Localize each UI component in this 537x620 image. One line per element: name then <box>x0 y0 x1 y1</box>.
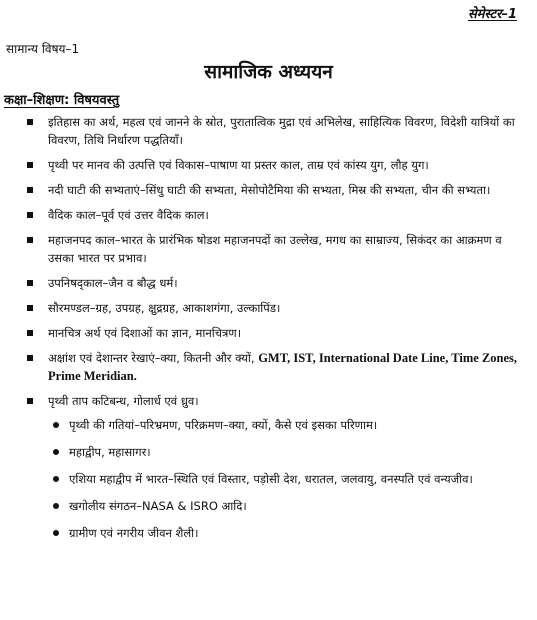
subtopic-text: महाद्वीप, महासागर। <box>69 445 151 459</box>
square-bullet-icon <box>27 237 33 243</box>
topic-text: सौरमण्डल–ग्रह, उपग्रह, क्षुद्रग्रह, आकाशगंगा, उल्कापिंड। <box>48 301 281 315</box>
topic-text: पृथ्वी ताप कटिबन्ध, गोलार्ध एवं ध्रुव। <box>48 394 199 408</box>
list-item <box>0 181 537 199</box>
square-bullet-icon <box>27 280 33 286</box>
topic-list <box>0 113 537 551</box>
sub-list-item <box>48 416 529 434</box>
topic-text: अक्षांश एवं देशान्तर रेखाएं–क्या, कितनी और क्यों, <box>48 351 255 365</box>
square-bullet-icon <box>27 119 33 125</box>
topic-text: वैदिक काल–पूर्व एवं उत्तर वैदिक काल। <box>48 208 209 222</box>
round-bullet-icon <box>53 476 59 482</box>
list-item <box>0 206 537 224</box>
square-bullet-icon <box>27 212 33 218</box>
topic-text: पृथ्वी पर मानव की उत्पत्ति एवं विकास–पाषाण या प्रस्तर काल, ताम्र एवं कांस्य युग, लौह युग। <box>48 158 429 172</box>
list-item <box>0 113 537 149</box>
topic-text: महाजनपद काल–भारत के प्रारंभिक षोडश महाजनपदों का उल्लेख, मगध का साम्राज्य, सिकंदर का आक्रमण व उसका भारत पर प्रभाव। <box>48 233 502 265</box>
list-item <box>0 392 537 542</box>
page-title: सामाजिक अध्ययन <box>204 61 333 83</box>
topic-text: मानचित्र अर्थ एवं दिशाओं का ज्ञान, मानचित्रण। <box>48 326 242 340</box>
list-item <box>0 324 537 342</box>
topic-text: नदी घाटी की सभ्यताएं–सिंधु घाटी की सभ्यता, मेसोपोटैमिया की सभ्यता, मिस्र की सभ्यता, चीन की सभ्यता। <box>48 183 491 197</box>
semester-label: सेमेस्टर–1 <box>467 7 517 22</box>
square-bullet-icon <box>27 187 33 193</box>
subject-label: सामान्य विषय–1 <box>6 42 80 56</box>
list-item <box>0 156 537 174</box>
topic-text-english: GMT, IST, International Date Line, Time Zones, Prime Meridian. <box>48 351 518 383</box>
square-bullet-icon <box>27 305 33 311</box>
sub-list-item <box>48 443 529 461</box>
section-heading: कक्षा–शिक्षण: विषयवस्तु <box>4 93 120 108</box>
round-bullet-icon <box>53 530 59 536</box>
square-bullet-icon <box>27 398 33 404</box>
topic-text: उपनिषद्काल–जैन व बौद्ध धर्म। <box>48 276 178 290</box>
subtopic-list <box>48 416 529 542</box>
list-item <box>0 274 537 292</box>
list-item <box>0 231 537 267</box>
list-item <box>0 299 537 317</box>
subtopic-text: एशिया महाद्वीप में भारत–स्थिति एवं विस्तार, पड़ोसी देश, धरातल, जलवायु, वनस्पति एवं वन्यजीव। <box>69 472 473 486</box>
round-bullet-icon <box>53 422 59 428</box>
subtopic-text: ग्रामीण एवं नगरीय जीवन शैली। <box>69 526 199 540</box>
list-item <box>0 349 537 385</box>
sub-list-item <box>48 524 529 542</box>
round-bullet-icon <box>53 503 59 509</box>
square-bullet-icon <box>27 330 33 336</box>
round-bullet-icon <box>53 449 59 455</box>
topic-text: इतिहास का अर्थ, महत्व एवं जानने के स्रोत, पुरातात्विक मुद्रा एवं अभिलेख, साहित्यिक विवरण, विदेशी यात्रियों का विवरण, तिथि निर्धारण पद्धतियाँ। <box>48 115 515 147</box>
sub-list-item <box>48 470 529 488</box>
sub-list-item <box>48 497 529 515</box>
square-bullet-icon <box>27 355 33 361</box>
subtopic-text: खगोलीय संगठन–NASA & ISRO आदि। <box>69 499 247 513</box>
square-bullet-icon <box>27 162 33 168</box>
subtopic-text: पृथ्वी की गतियां–परिभ्रमण, परिक्रमण–क्या, क्यों, कैसे एवं इसका परिणाम। <box>69 418 378 432</box>
